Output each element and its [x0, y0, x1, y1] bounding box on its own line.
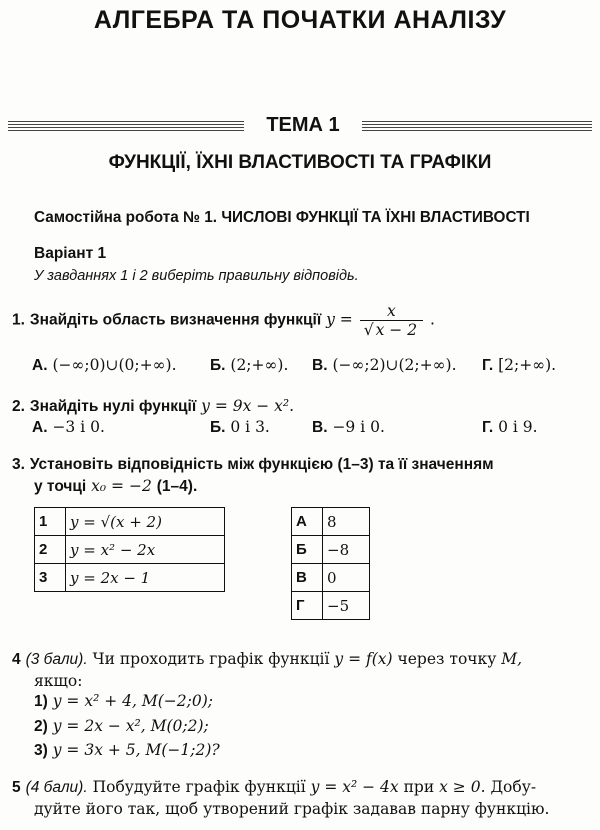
q5-line2: дуйте його так, щоб утворений графік задавав парну функцію. [34, 800, 550, 818]
q5-text: Побудуйте графік функції [92, 778, 306, 796]
q1-option-c-label: В. [312, 357, 328, 374]
q2-option-d [482, 418, 538, 437]
q2-option-d-label: Г. [482, 419, 494, 436]
q1-formula-lhs: y = [326, 310, 353, 329]
q5-condition: x ≥ 0. [439, 778, 486, 796]
q1-option-d-label: Г. [482, 357, 494, 374]
table-row [35, 536, 370, 564]
matching-table [34, 507, 370, 620]
q1-fraction [360, 302, 423, 339]
q5-text2: при [403, 778, 435, 796]
row-value: 8 [323, 508, 370, 536]
table-row [35, 592, 370, 620]
q2-option-b [210, 418, 270, 437]
q5-formula: y = x² − 4x [310, 778, 399, 796]
q4-item-1-formula: y = x² + 4, M(−2;0); [52, 692, 213, 710]
q4-line2: якщо: [34, 672, 83, 690]
row-number: 3 [35, 564, 66, 592]
q3-number: 3. [12, 456, 25, 473]
q1-option-d [482, 356, 556, 375]
row-letter: В [292, 564, 323, 592]
row-value: −8 [323, 536, 370, 564]
q3-line2-suffix: (1–4). [156, 478, 198, 495]
q2-text: Знайдіть нулі функції [29, 398, 197, 415]
row-letter: Б [292, 536, 323, 564]
row-letter: А [292, 508, 323, 536]
table-row [35, 564, 370, 592]
q4-point: M, [501, 650, 523, 668]
q1-option-a-value: (−∞;0)∪(0;+∞). [52, 356, 177, 374]
q2-number: 2. [12, 398, 25, 415]
q1-denominator: x − 2 [375, 321, 418, 339]
q4-item-3 [34, 741, 220, 760]
q2-formula: y = 9x − x². [201, 397, 295, 415]
q1-option-d-value: [2;+∞). [498, 356, 557, 374]
q1-option-c-value: (−∞;2)∪(2;+∞). [332, 356, 457, 374]
q1-option-b [210, 356, 288, 375]
q5-number: 5 [12, 779, 21, 796]
q2-option-a-value: −3 і 0. [52, 418, 105, 436]
row-letter: Г [292, 592, 323, 620]
work-name: ЧИСЛОВІ ФУНКЦІЇ ТА ЇХНІ ВЛАСТИВОСТІ [221, 209, 530, 226]
q4-formula: y = f(x) [334, 650, 393, 668]
q5-text3: Добу- [490, 778, 537, 796]
q1-option-a-label: А. [32, 357, 48, 374]
row-function: y = x² − 2x [66, 536, 225, 564]
question-5 [12, 778, 536, 797]
q1-option-c [312, 356, 457, 375]
q2-option-a-label: А. [32, 419, 48, 436]
q4-text: Чи проходить графік функції [92, 650, 330, 668]
q2-option-b-value: 0 і 3. [230, 418, 270, 436]
q4-item-1-label: 1) [34, 693, 48, 710]
q4-text2: через точку [397, 650, 497, 668]
variant-label: Варіант 1 [34, 245, 107, 262]
q1-text: Знайдіть область визначення функції [29, 311, 322, 329]
theme-header [8, 116, 592, 138]
theme-title: ФУНКЦІЇ, ЇХНІ ВЛАСТИВОСТІ ТА ГРАФІКИ [108, 152, 492, 173]
left-rule-decoration [8, 121, 244, 131]
q2-option-d-value: 0 і 9. [498, 418, 538, 436]
table-row [35, 508, 370, 536]
q5-points: (4 бали). [25, 779, 88, 796]
instruction: У завданнях 1 і 2 виберіть правильну відповідь. [34, 268, 359, 284]
q4-item-2-label: 2) [34, 718, 48, 735]
q2-option-c-label: В. [312, 419, 328, 436]
q1-option-b-value: (2;+∞). [230, 356, 289, 374]
q3-line1: Установіть відповідність між функцією (1–3) та її значенням [29, 456, 494, 473]
q1-option-b-label: Б. [210, 357, 226, 374]
question-2 [12, 397, 294, 416]
q1-end: . [430, 310, 435, 329]
row-number: 2 [35, 536, 66, 564]
q2-option-c [312, 418, 385, 437]
q3-line2-prefix: у точці [34, 478, 87, 495]
right-rule-decoration [362, 121, 592, 131]
theme-label: ТЕМА 1 [266, 114, 340, 136]
q4-item-2 [34, 717, 209, 736]
row-function: y = 2x − 1 [66, 564, 225, 592]
q2-option-b-label: Б. [210, 419, 226, 436]
q1-denominator-root: √ x − 2 [363, 321, 418, 339]
row-function: y = √(x + 2) [66, 508, 225, 536]
q4-number: 4 [12, 651, 21, 668]
q1-numerator: x [360, 302, 423, 321]
q3-line2 [34, 477, 197, 496]
question-4 [12, 650, 522, 669]
q4-item-1 [34, 692, 213, 711]
book-title: АЛГЕБРА ТА ПОЧАТКИ АНАЛІЗУ [93, 6, 507, 34]
row-number: 1 [35, 508, 66, 536]
q4-item-3-label: 3) [34, 742, 48, 759]
work-title [34, 209, 530, 227]
q3-line2-formula: x₀ = −2 [91, 477, 152, 495]
q4-item-3-formula: y = 3x + 5, M(−1;2)? [52, 741, 220, 759]
row-value: −5 [323, 592, 370, 620]
question-3 [12, 455, 494, 474]
q4-item-2-formula: y = 2x − x², M(0;2); [52, 717, 209, 735]
q2-option-c-value: −9 і 0. [332, 418, 385, 436]
work-prefix: Самостійна робота № 1. [34, 209, 218, 226]
row-value: 0 [323, 564, 370, 592]
q2-option-a [32, 418, 105, 437]
question-1 [12, 302, 435, 339]
q1-option-a [32, 356, 177, 375]
q1-number: 1. [12, 311, 25, 329]
q4-points: (3 бали). [25, 651, 88, 668]
